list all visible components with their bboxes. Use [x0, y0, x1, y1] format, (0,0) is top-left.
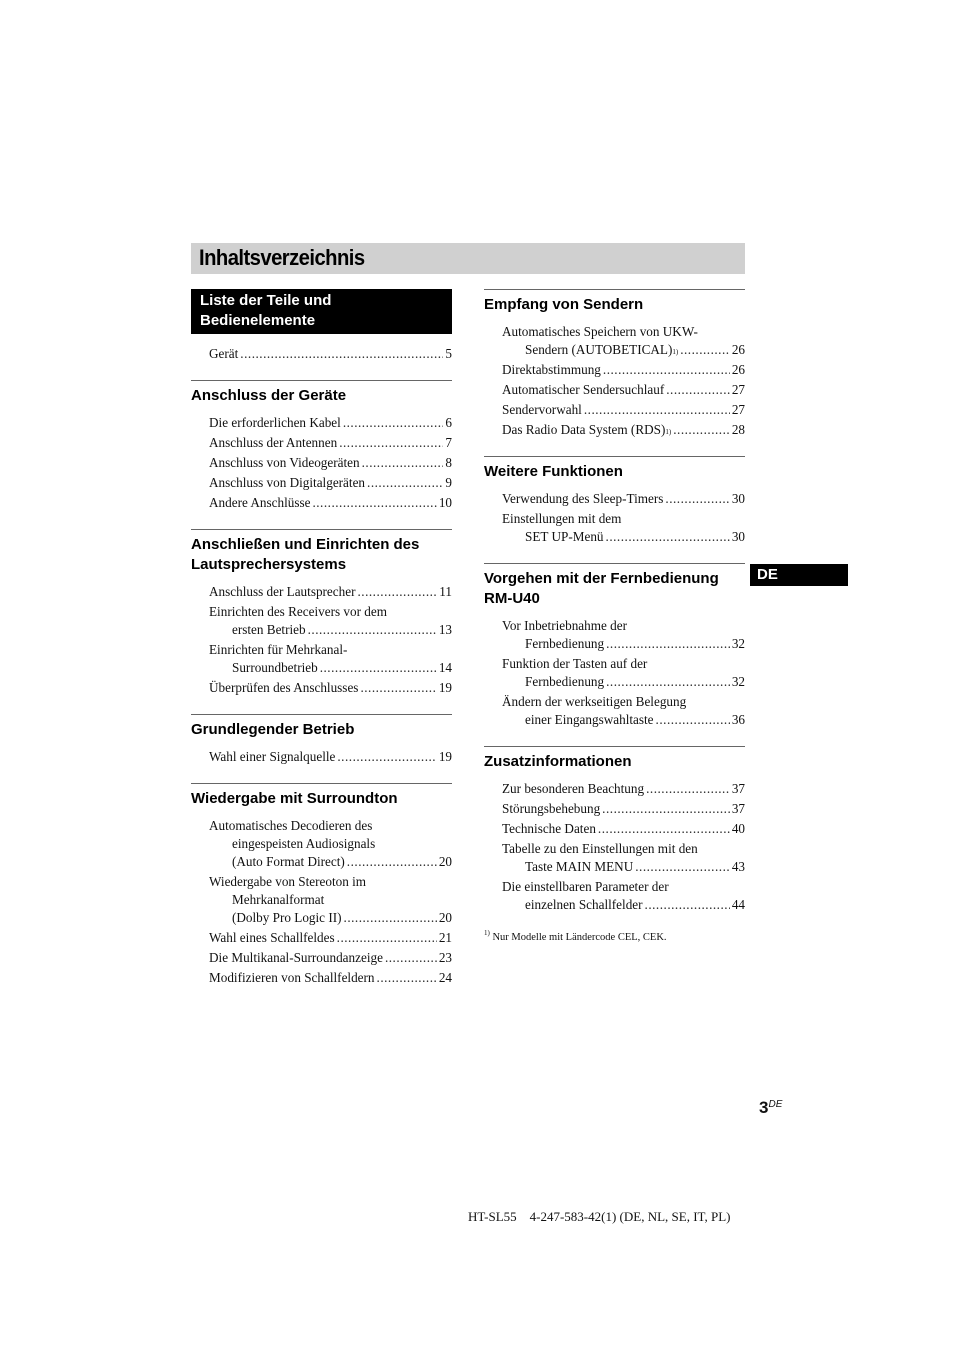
toc-entry-text: Modifizieren von Schallfeldern	[209, 970, 375, 985]
dot-leader	[606, 635, 730, 653]
toc-page-number: 19	[438, 749, 452, 764]
toc-section	[191, 380, 452, 512]
toc-entry-line	[209, 835, 452, 853]
toc-entry[interactable]	[502, 421, 745, 439]
toc-page-number: 26	[731, 362, 745, 377]
toc-entry-line	[209, 909, 452, 927]
dot-leader	[385, 949, 437, 967]
toc-entry-line	[502, 510, 745, 528]
toc-entry-line	[209, 454, 452, 472]
toc-page-number: 7	[445, 435, 452, 450]
language-tab: DE	[750, 564, 848, 586]
toc-entry-line	[209, 641, 452, 659]
toc-page-number: 43	[731, 859, 745, 874]
toc-page-number: 14	[438, 660, 452, 675]
footnote-mark: 1)	[484, 929, 490, 937]
section-heading: Liste der Teile und Bedienelemente	[191, 289, 452, 334]
toc-entry-text: Automatischer Sendersuchlauf	[502, 382, 665, 397]
title-bar	[191, 243, 745, 274]
toc-page-number: 32	[731, 674, 745, 689]
dot-leader	[337, 929, 437, 947]
toc-entry-line	[502, 800, 745, 818]
toc-section	[484, 746, 745, 914]
toc-entry-text: Direktabstimmung	[502, 362, 601, 377]
toc-page-number: 10	[438, 495, 452, 510]
toc-entry-line	[502, 711, 745, 729]
model-line: HT-SL55 4-247-583-42(1) (DE, NL, SE, IT, PL)	[468, 1209, 731, 1224]
page-number-suffix: DE	[768, 1099, 783, 1110]
toc-page-number: 19	[438, 680, 452, 695]
section-heading: Wiedergabe mit Surroundton	[191, 783, 452, 809]
toc-entry-line	[502, 401, 745, 419]
toc-entry[interactable]	[502, 800, 745, 818]
dot-leader	[606, 673, 730, 691]
toc-entry-text: Anschluss der Lautsprecher	[209, 584, 356, 599]
toc-entry-text: Andere Anschlüsse	[209, 495, 311, 510]
dot-leader	[240, 345, 443, 363]
toc-entry-line	[502, 673, 745, 691]
toc-entry-text: Wahl einer Signalquelle	[209, 749, 336, 764]
toc-entry-line	[502, 528, 745, 546]
dot-leader	[320, 659, 437, 677]
toc-entry-line	[209, 414, 452, 432]
toc-page-number: 5	[445, 346, 452, 361]
toc-entry-line	[209, 494, 452, 512]
dot-leader	[367, 474, 443, 492]
toc-entry[interactable]	[209, 679, 452, 697]
dot-leader	[312, 494, 436, 512]
toc-entry-line	[502, 490, 745, 508]
toc-entry-line	[209, 679, 452, 697]
section-heading: Vorgehen mit der Fernbedienung RM-U40	[484, 563, 745, 609]
toc-page-number: 26	[731, 342, 745, 357]
toc-entry-line	[502, 617, 745, 635]
toc-entry-line	[209, 949, 452, 967]
toc-section	[484, 563, 745, 729]
toc-entry[interactable]	[502, 510, 745, 546]
section-heading: Weitere Funktionen	[484, 456, 745, 482]
toc-entry-line	[502, 780, 745, 798]
toc-section	[191, 529, 452, 697]
toc-entry-line	[502, 878, 745, 896]
toc-entry-text: Einrichten des Receivers vor dem	[209, 604, 387, 619]
toc-entry-text: SET UP-Menü	[525, 529, 604, 544]
toc-entry[interactable]	[502, 323, 745, 359]
toc-entry-line	[209, 969, 452, 987]
toc-entry-line	[209, 583, 452, 601]
dot-leader	[635, 858, 730, 876]
toc-page-number: 11	[439, 584, 452, 599]
toc-entry-text: Sendern (AUTOBETICAL)	[525, 342, 673, 357]
toc-page-number: 27	[731, 382, 745, 397]
toc-entry-line	[209, 621, 452, 639]
toc-section	[191, 783, 452, 987]
toc-entry-text: Funktion der Tasten auf der	[502, 656, 648, 671]
dot-leader	[666, 381, 730, 399]
dot-leader	[602, 800, 730, 818]
toc-page-number: 32	[731, 636, 745, 651]
toc-entry-text: Tabelle zu den Einstellungen mit den	[502, 841, 698, 856]
toc-entry-text: Die erforderlichen Kabel	[209, 415, 341, 430]
toc-entry[interactable]	[209, 434, 452, 452]
toc-entry-line	[209, 603, 452, 621]
toc-entry-text: Die Multikanal-Surroundanzeige	[209, 950, 383, 965]
toc-page-number: 13	[438, 622, 452, 637]
toc-entry-text: Überprüfen des Anschlusses	[209, 680, 359, 695]
dot-leader	[377, 969, 437, 987]
toc-section	[191, 289, 452, 363]
toc-page-number: 23	[438, 950, 452, 965]
toc-entry[interactable]	[209, 929, 452, 947]
toc-entry[interactable]	[502, 878, 745, 914]
toc-entry[interactable]	[209, 345, 452, 363]
toc-entry-line	[209, 659, 452, 677]
toc-entry[interactable]	[502, 780, 745, 798]
toc-entry-line	[502, 840, 745, 858]
toc-entry-text: Einstellungen mit dem	[502, 511, 622, 526]
toc-page-number: 6	[445, 415, 452, 430]
dot-leader	[665, 490, 729, 508]
section-heading: Grundlegender Betrieb	[191, 714, 452, 740]
toc-entry-text: Anschluss von Videogeräten	[209, 455, 360, 470]
dot-leader	[673, 421, 730, 439]
footnote	[484, 931, 745, 945]
toc-page-number: 8	[445, 455, 452, 470]
dot-leader	[598, 820, 730, 838]
toc-page-number: 30	[731, 491, 745, 506]
toc-entry-text: Technische Daten	[502, 821, 596, 836]
toc-page-number: 28	[731, 422, 745, 437]
toc-entry-line	[209, 817, 452, 835]
section-heading: Empfang von Sendern	[484, 289, 745, 315]
toc-entry-text: Das Radio Data System (RDS)	[502, 422, 666, 437]
toc-entry[interactable]	[502, 820, 745, 838]
toc-entry[interactable]	[502, 840, 745, 876]
toc-page-number: 21	[438, 930, 452, 945]
toc-entry-text: Automatisches Speichern von UKW-	[502, 324, 698, 339]
dot-leader	[347, 853, 437, 871]
toc-entry-line	[502, 693, 745, 711]
footnote-text: Nur Modelle mit Ländercode CEL, CEK.	[492, 932, 667, 943]
toc-entry[interactable]	[209, 414, 452, 432]
dot-leader	[680, 341, 730, 359]
toc-entry-text: Störungsbehebung	[502, 801, 601, 816]
toc-entry-text: eingespeisten Audiosignals	[232, 836, 376, 851]
page-number	[759, 1098, 782, 1118]
toc-entry-text: Surroundbetrieb	[232, 660, 318, 675]
toc-entry[interactable]	[209, 454, 452, 472]
dot-leader	[339, 434, 443, 452]
toc-section	[191, 714, 452, 766]
toc-entry-line	[209, 474, 452, 492]
toc-entry-line	[502, 635, 745, 653]
toc-entry[interactable]	[209, 969, 452, 987]
toc-entry-line	[502, 896, 745, 914]
toc-entry-line	[502, 361, 745, 379]
toc-entry-text: Wahl eines Schallfeldes	[209, 930, 335, 945]
toc-entry-line	[502, 381, 745, 399]
toc-column-right	[484, 289, 745, 945]
toc-entry-text: Vor Inbetriebnahme der	[502, 618, 627, 633]
toc-entry[interactable]	[209, 873, 452, 927]
toc-entry-text: Ändern der werkseitigen Belegung	[502, 694, 687, 709]
dot-leader	[645, 896, 730, 914]
toc-section	[484, 456, 745, 546]
toc-page-number: 9	[445, 475, 452, 490]
dot-leader	[362, 454, 444, 472]
section-heading: Anschluss der Geräte	[191, 380, 452, 406]
toc-entry-text: Fernbedienung	[525, 674, 605, 689]
toc-page-number: 20	[438, 854, 452, 869]
dot-leader	[584, 401, 730, 419]
toc-entry[interactable]	[209, 494, 452, 512]
toc-page-number: 40	[731, 821, 745, 836]
section-heading: Zusatzinformationen	[484, 746, 745, 772]
toc-entry-text: Gerät	[209, 346, 239, 361]
toc-entry-text: (Dolby Pro Logic II)	[232, 910, 342, 925]
dot-leader	[646, 780, 730, 798]
toc-entry-line	[209, 873, 452, 891]
toc-entry-line	[209, 345, 452, 363]
toc-entry-text: Sendervorwahl	[502, 402, 582, 417]
toc-entry-text: Anschluss von Digitalgeräten	[209, 475, 366, 490]
dot-leader	[344, 909, 437, 927]
toc-entry[interactable]	[502, 617, 745, 653]
toc-page-number: 37	[731, 781, 745, 796]
toc-entry-text: einzelnen Schallfelder	[525, 897, 643, 912]
toc-column-left	[191, 289, 452, 1004]
toc-entry-text: Die einstellbaren Parameter der	[502, 879, 669, 894]
toc-entry-text: Fernbedienung	[525, 636, 605, 651]
toc-entry-text: Taste MAIN MENU	[525, 859, 634, 874]
toc-page-number: 44	[731, 897, 745, 912]
toc-entry-text: ersten Betrieb	[232, 622, 306, 637]
toc-section	[484, 289, 745, 439]
toc-entry[interactable]	[209, 583, 452, 601]
toc-page-number: 24	[438, 970, 452, 985]
toc-page-number: 37	[731, 801, 745, 816]
toc-entry-text: einer Eingangswahltaste	[525, 712, 654, 727]
toc-entry[interactable]	[209, 474, 452, 492]
dot-leader	[337, 748, 436, 766]
toc-entry-line	[502, 858, 745, 876]
toc-entry-text: Anschluss der Antennen	[209, 435, 338, 450]
toc-entry-text: Verwendung des Sleep-Timers	[502, 491, 664, 506]
toc-entry-text: Wiedergabe von Stereoton im	[209, 874, 367, 889]
toc-page-number: 30	[731, 529, 745, 544]
toc-page-number: 27	[731, 402, 745, 417]
toc-entry[interactable]	[209, 949, 452, 967]
page-number-value: 3	[759, 1098, 769, 1117]
toc-entry-line	[209, 929, 452, 947]
dot-leader	[606, 528, 730, 546]
toc-entry[interactable]	[209, 817, 452, 871]
toc-entry[interactable]	[502, 381, 745, 399]
toc-entry-line	[209, 891, 452, 909]
toc-entry-text: Einrichten für Mehrkanal-	[209, 642, 348, 657]
toc-entry-text: Automatisches Decodieren des	[209, 818, 373, 833]
dot-leader	[360, 679, 436, 697]
toc-entry-text: (Auto Format Direct)	[232, 854, 345, 869]
toc-entry-line	[502, 323, 745, 341]
toc-entry-text: Mehrkanalformat	[232, 892, 325, 907]
dot-leader	[357, 583, 437, 601]
toc-entry[interactable]	[502, 401, 745, 419]
toc-entry-line	[209, 434, 452, 452]
toc-entry-line: Das Radio Data System (RDS) 1) ..... 28	[502, 421, 745, 439]
toc-entry[interactable]	[502, 490, 745, 508]
dot-leader	[308, 621, 437, 639]
toc-entry[interactable]	[209, 748, 452, 766]
toc-entry[interactable]	[502, 655, 745, 691]
dot-leader	[603, 361, 730, 379]
toc-entry-line	[502, 655, 745, 673]
dot-leader	[656, 711, 730, 729]
toc-entry-line	[502, 820, 745, 838]
toc-entry[interactable]	[502, 693, 745, 729]
toc-entry-line	[209, 853, 452, 871]
section-heading: Anschließen und Einrichten des Lautsprechersystems	[191, 529, 452, 575]
page-title: Inhaltsverzeichnis	[199, 245, 365, 270]
toc-entry-text: Zur besonderen Beachtung	[502, 781, 645, 796]
toc-entry[interactable]	[209, 641, 452, 677]
toc-entry-line: Sendern (AUTOBETICAL) 1) ..... 26	[502, 341, 745, 359]
toc-entry[interactable]	[502, 361, 745, 379]
toc-entry[interactable]	[209, 603, 452, 639]
toc-entry-line	[209, 748, 452, 766]
toc-page-number: 36	[731, 712, 745, 727]
toc-page-number: 20	[438, 910, 452, 925]
dot-leader	[343, 414, 444, 432]
